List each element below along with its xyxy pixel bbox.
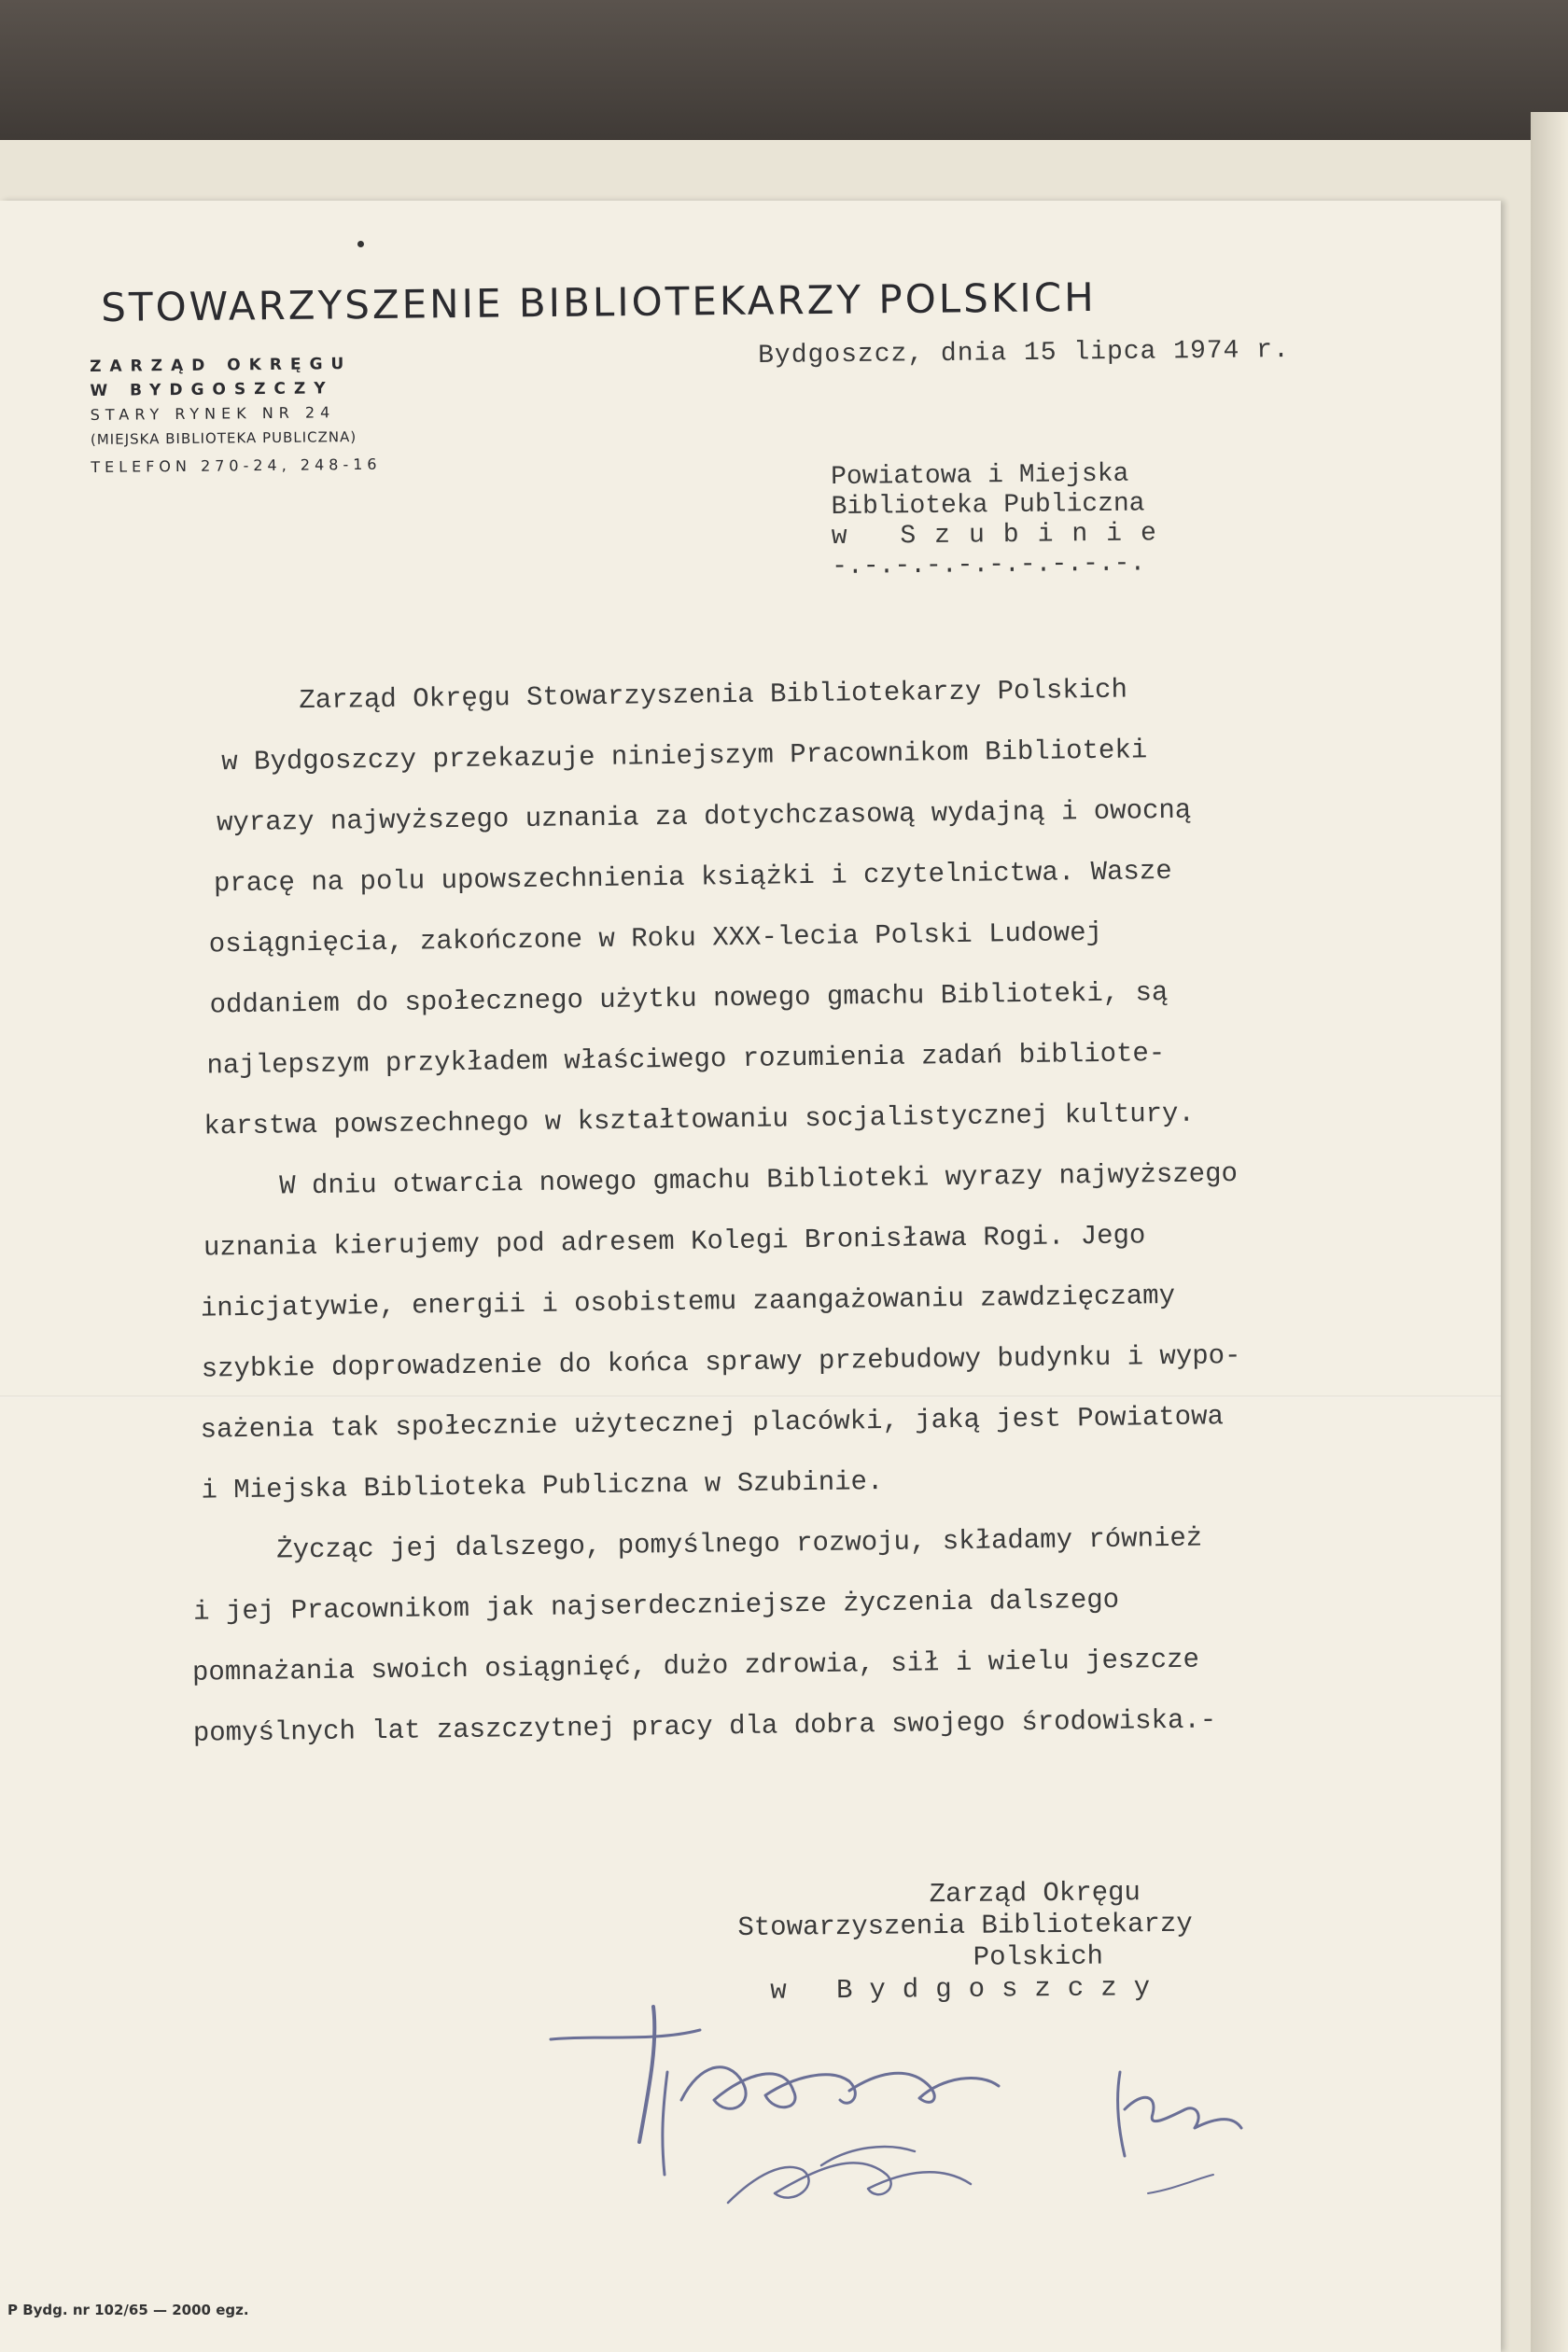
sign-off-line4: w Bydgoszczy bbox=[770, 1971, 1168, 2007]
date-line: Bydgoszcz, dnia 15 lipca 1974 r. bbox=[758, 336, 1290, 371]
recipient-underline: -.-.-.-.-.-.-.-.-.-. bbox=[832, 549, 1146, 581]
signature-stroke-1 bbox=[551, 2030, 700, 2039]
body-line: szybkie doprowadzenie do końca sprawy przebudowy budynku i wypo- bbox=[201, 1340, 1241, 1385]
signature-stroke-9 bbox=[1125, 2097, 1241, 2128]
body-line: Zarząd Okręgu Stowarzyszenia Bibliotekarzy Polskich bbox=[299, 674, 1128, 717]
body-line: inicjatywie, energii i osobistemu zaangażowaniu zawdzięczamy bbox=[200, 1280, 1176, 1324]
body-line: najlepszym przykładem właściwego rozumienia zadań bibliote- bbox=[206, 1038, 1166, 1082]
body-line: w Bydgoszczy przekazuje niniejszym Pracownikom Biblioteki bbox=[221, 735, 1148, 778]
body-line: uznania kierujemy pod adresem Kolegi Bronisława Rogi. Jego bbox=[203, 1220, 1146, 1264]
recipient-line1: Powiatowa i Miejska bbox=[831, 459, 1129, 492]
handwritten-signatures bbox=[541, 1988, 1307, 2231]
body-line: W dniu otwarcia nowego gmachu Biblioteki wyrazy najwyższego bbox=[279, 1158, 1239, 1202]
recipient-address bbox=[831, 459, 1175, 582]
body-line: Życząc jej dalszego, pomyślnego rozwoju, składamy również bbox=[276, 1522, 1203, 1566]
body-line: i jej Pracownikom jak najserdeczniejsze życzenia dalszego bbox=[192, 1584, 1120, 1628]
body-line: i Miejska Biblioteka Publiczna w Szubinie. bbox=[201, 1466, 884, 1506]
printer-imprint: P Bydg. nr 102/65 — 2000 egz. bbox=[7, 2302, 249, 2318]
signature-stroke-5 bbox=[849, 2073, 999, 2102]
signature-stroke-10 bbox=[1148, 2175, 1213, 2193]
body-line: pracę na polu upowszechnienia książki i czytelnictwa. Wasze bbox=[213, 855, 1172, 900]
body-line: karstwa powszechnego w kształtowaniu socjalistycznej kultury. bbox=[203, 1098, 1196, 1142]
letter-body bbox=[168, 655, 1489, 1764]
letterhead-org-name: STOWARZYSZENIE BIBLIOTEKARZY POLSKICH bbox=[101, 273, 1097, 330]
ink-dot bbox=[357, 241, 364, 247]
letterhead-branch-line1: ZARZĄD OKRĘGU bbox=[90, 355, 353, 376]
recipient-line3: w Szubinie bbox=[831, 519, 1176, 552]
signature-stroke-3 bbox=[663, 2072, 667, 2175]
letterhead-block bbox=[90, 351, 483, 480]
letterhead-phone: TELEFON 270-24, 248-16 bbox=[91, 455, 382, 476]
recipient-line2: Biblioteka Publiczna bbox=[831, 489, 1145, 522]
body-line: pomnażania swoich osiągnięć, dużo zdrowia, sił i wielu jeszcze bbox=[191, 1644, 1200, 1688]
letterhead-address: STARY RYNEK NR 24 bbox=[90, 403, 336, 424]
signature-stroke-6 bbox=[728, 2163, 971, 2203]
photo-background-top bbox=[0, 0, 1568, 154]
sign-off-line3: Polskich bbox=[973, 1940, 1104, 1973]
letterhead-branch-line2: W BYDGOSZCZY bbox=[90, 379, 334, 400]
body-line: oddaniem do społecznego użytku nowego gmachu Biblioteki, są bbox=[209, 977, 1169, 1021]
body-line: osiągnięcia, zakończone w Roku XXX-lecia Polski Ludowej bbox=[208, 917, 1103, 960]
signature-stroke-7 bbox=[821, 2147, 915, 2165]
body-line: pomyślnych lat zaszczytnej pracy dla dobra swojego środowiska.- bbox=[192, 1704, 1217, 1749]
sign-off-line2: Stowarzyszenia Bibliotekarzy bbox=[737, 1908, 1193, 1943]
signature-stroke-4 bbox=[681, 2067, 855, 2109]
letterhead-institution: (MIEJSKA BIBLIOTEKA PUBLICZNA) bbox=[90, 428, 357, 448]
sign-off-line1: Zarząd Okręgu bbox=[929, 1877, 1141, 1911]
signature-stroke-8 bbox=[1118, 2072, 1125, 2156]
signature-stroke-2 bbox=[639, 2007, 654, 2142]
body-line: wyrazy najwyższego uznania za dotychczasową wydajną i owocną bbox=[216, 794, 1192, 839]
body-line: sażenia tak społecznie użytecznej placówki, jaką jest Powiatowa bbox=[200, 1401, 1225, 1446]
underlying-page-edge bbox=[1531, 112, 1568, 2352]
